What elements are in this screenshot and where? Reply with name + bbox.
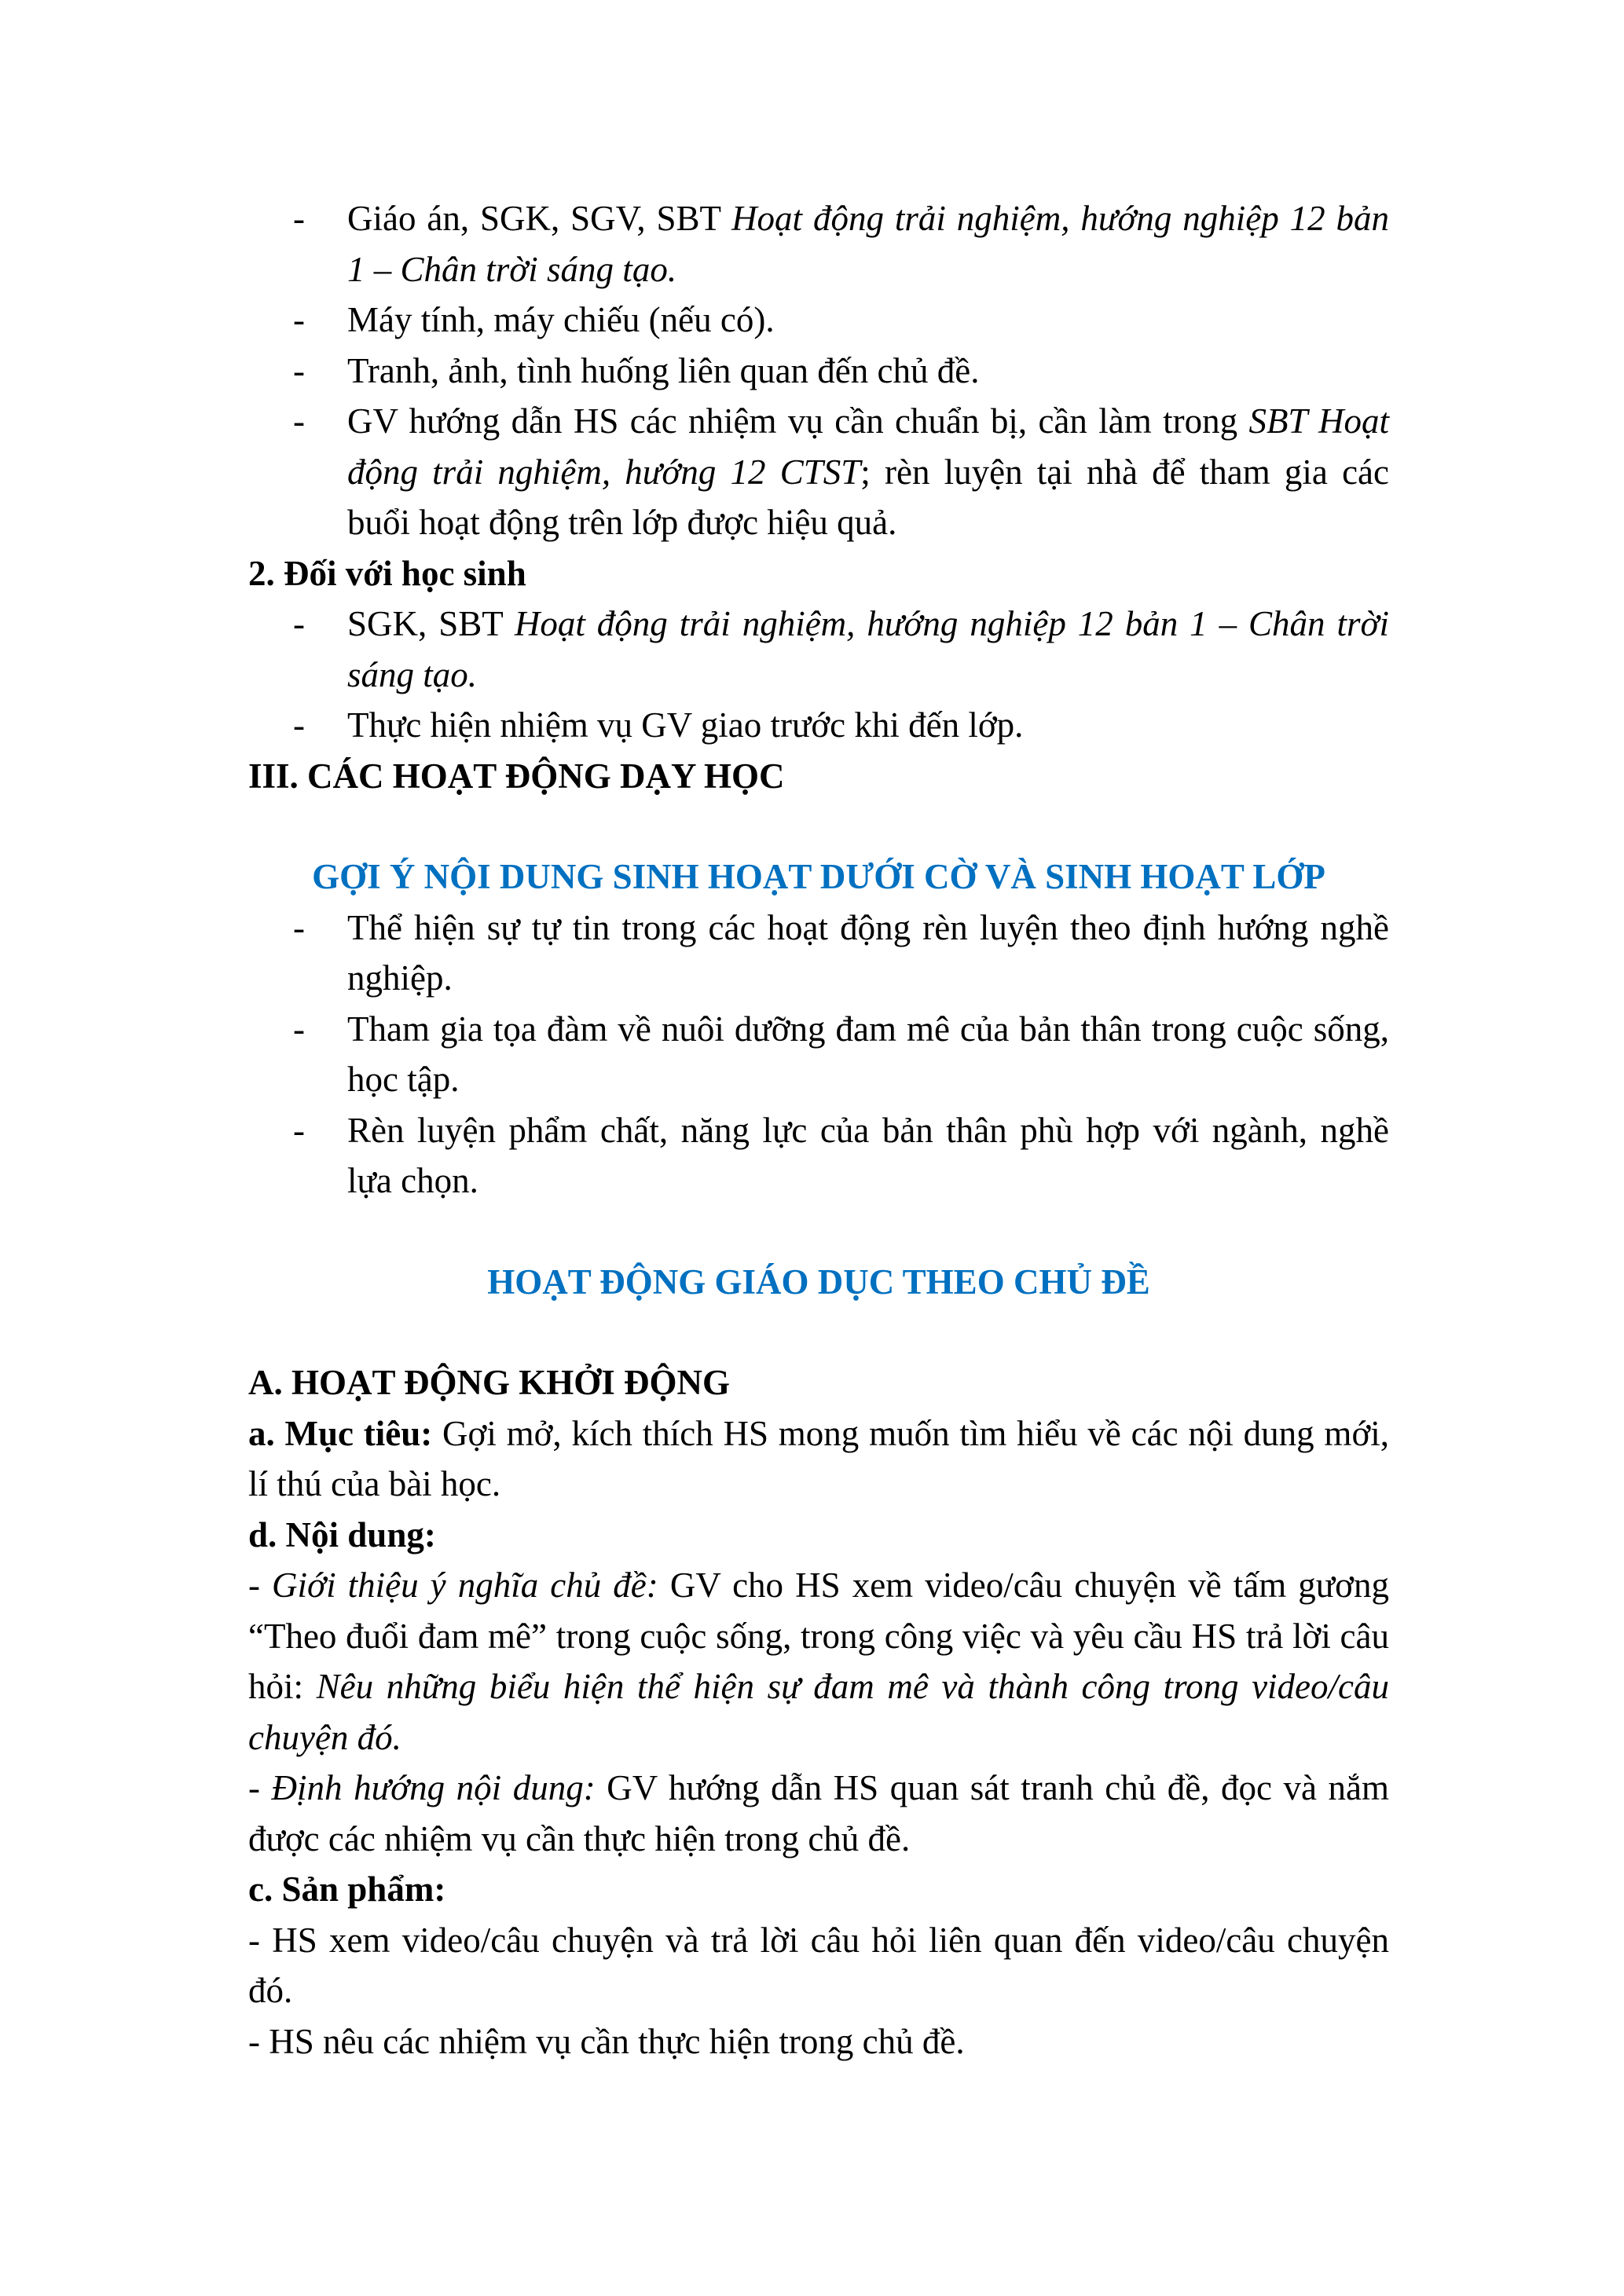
flag-item-2: - Tham gia tọa đàm về nuôi dưỡng đam mê của bản thân trong cuộc sống, học tập. bbox=[248, 1004, 1389, 1105]
list-dash: - bbox=[293, 705, 305, 745]
list-dash: - bbox=[293, 907, 305, 947]
student-heading: 2. Đối với học sinh bbox=[248, 553, 526, 593]
activity-a-heading: A. HOẠT ĐỘNG KHỞI ĐỘNG bbox=[248, 1363, 730, 1402]
flag-item-3: - Rèn luyện phẩm chất, năng lực của bản thân phù hợp với ngành, nghề lựa chọn. bbox=[248, 1105, 1389, 1207]
section3-heading: III. CÁC HOẠT ĐỘNG DẠY HỌC bbox=[248, 756, 785, 796]
product-label: c. Sản phẩm: bbox=[248, 1869, 446, 1909]
list-dash: - bbox=[293, 1110, 305, 1150]
objective-label: a. Mục tiêu: bbox=[248, 1413, 433, 1453]
flag-activity-heading: GỢI Ý NỘI DUNG SINH HOẠT DƯỚI CỜ VÀ SINH HOẠT LỚP bbox=[312, 857, 1325, 896]
content-label: d. Nội dung: bbox=[248, 1514, 436, 1554]
intro-paragraph: - Giới thiệu ý nghĩa chủ đề: GV cho HS xem video/câu chuyện về tấm gương “Theo đuổi đam mê” trong cuộc sống, trong công việc và yêu cầu HS trả lời câu hỏi: Nêu những biểu hiện thể hiện sự đam mê và thành công trong video/câu chuyện đó. bbox=[248, 1565, 1389, 1757]
orient-paragraph: - Định hướng nội dung: GV hướng dẫn HS quan sát tranh chủ đề, đọc và nắm được các nhiệm vụ cần thực hiện trong chủ đề. bbox=[248, 1768, 1389, 1858]
product-item-2: - HS nêu các nhiệm vụ cần thực hiện trong chủ đề. bbox=[248, 2021, 965, 2061]
list-dash: - bbox=[293, 401, 305, 441]
teacher-item-2: - Máy tính, máy chiếu (nếu có). bbox=[248, 295, 1389, 346]
document-page bbox=[248, 193, 1389, 2067]
list-dash: - bbox=[293, 199, 305, 238]
list-dash: - bbox=[293, 604, 305, 643]
student-item-1: - SGK, SBT Hoạt động trải nghiệm, hướng nghiệp 12 bản 1 – Chân trời sáng tạo. bbox=[248, 599, 1389, 700]
teacher-item-4: - GV hướng dẫn HS các nhiệm vụ cần chuẩn bị, cần làm trong SBT Hoạt động trải nghiệm, hướng 12 CTST; rèn luyện tại nhà để tham gia các buổi hoạt động trên lớp được hiệu quả. bbox=[248, 396, 1389, 548]
list-dash: - bbox=[293, 1009, 305, 1049]
teacher-item-3: - Tranh, ảnh, tình huống liên quan đến chủ đề. bbox=[248, 346, 1389, 397]
product-item-1: - HS xem video/câu chuyện và trả lời câu hỏi liên quan đến video/câu chuyện đó. bbox=[248, 1920, 1389, 2010]
list-dash: - bbox=[293, 350, 305, 390]
objective-paragraph: a. Mục tiêu: Gợi mở, kích thích HS mong muốn tìm hiểu về các nội dung mới, lí thú của bài học. bbox=[248, 1413, 1389, 1503]
theme-heading: HOẠT ĐỘNG GIÁO DỤC THEO CHỦ ĐỀ bbox=[487, 1262, 1150, 1302]
teacher-item-1: - Giáo án, SGK, SGV, SBT Hoạt động trải nghiệm, hướng nghiệp 12 bản 1 – Chân trời sáng tạo. bbox=[248, 193, 1389, 295]
flag-item-1: - Thể hiện sự tự tin trong các hoạt động rèn luyện theo định hướng nghề nghiệp. bbox=[248, 903, 1389, 1004]
list-dash: - bbox=[293, 300, 305, 339]
student-item-2: - Thực hiện nhiệm vụ GV giao trước khi đến lớp. bbox=[248, 700, 1389, 751]
